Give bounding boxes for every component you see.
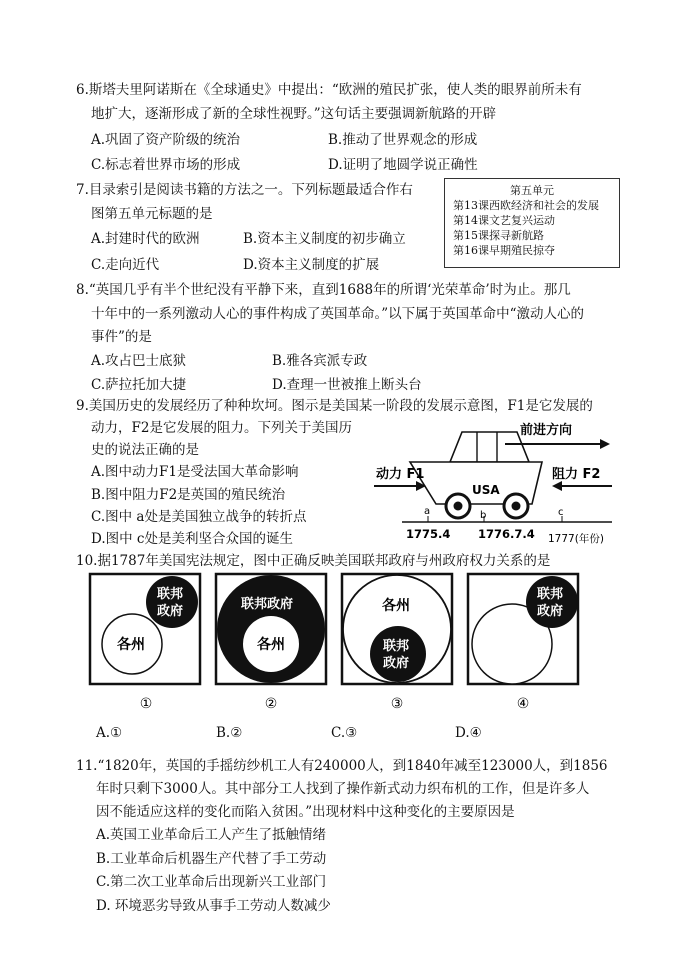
q6-option-a: A.巩固了资产阶级的统治 <box>91 132 241 148</box>
q11-option-c: C.第二次工业革命后出现新兴工业部门 <box>96 874 327 890</box>
diagram-3-federal-label-line2: 政府 <box>383 656 410 671</box>
usa-label: USA <box>472 483 500 497</box>
f2-arrow-icon <box>552 481 562 491</box>
date-label-1775: 1775.4 <box>406 527 451 541</box>
q11-stem-line2: 年时只剩下3000人。其中部分工人找到了操作新式动力织布机的工作，但是许多人 <box>96 781 590 797</box>
q9-stem-line3: 史的说法正确的是 <box>91 442 199 458</box>
q11-option-b: B.工业革命后机器生产代替了手工劳动 <box>96 851 327 867</box>
diagram-4-number: ④ <box>516 696 530 712</box>
q11-option-d: D. 环境恶劣导致从事手工劳动人数减少 <box>96 898 331 914</box>
car-cabin <box>450 432 529 462</box>
q6-stem-line1: 6.斯塔夫里阿诺斯在《全球通史》中提出：“欧洲的殖民扩张，使人类的眼界前所未有 <box>76 82 582 98</box>
diagram-2-number: ② <box>264 696 278 712</box>
q10-option-c: C.③ <box>331 725 358 741</box>
diagram-2-federal-label: 联邦政府 <box>241 597 294 612</box>
point-a-label: a <box>424 506 431 517</box>
q9-stem-line2: 动力，F2是它发展的阻力。下列关于美国历 <box>91 420 352 436</box>
forward-arrow-icon <box>600 439 610 449</box>
federal-state-diagram <box>86 572 586 714</box>
diagram-3-federal-circle <box>370 626 426 682</box>
q6-stem-line2: 地扩大，逐渐形成了新的全球性视野。”这句话主要强调新航路的开辟 <box>91 106 497 122</box>
q8-option-b: B.雅各宾派专政 <box>272 353 368 369</box>
q9-option-a: A.图中动力F1是受法国大革命影响 <box>91 464 299 480</box>
q11-stem-line3: 因不能适应这样的变化而陷入贫困。”出现材料中这种变化的主要原因是 <box>96 804 515 820</box>
q8-stem-line2: 十年中的一系列激动人心的事件构成了英国革命。”以下属于英国革命中“激动人心的 <box>91 306 585 322</box>
diagram-1-states-label: 各州 <box>117 637 145 653</box>
diagram-1-federal-circle <box>146 576 198 628</box>
q6-option-c: C.标志着世界市场的形成 <box>91 157 241 173</box>
diagram-4-federal-label-line2: 政府 <box>537 604 564 619</box>
diagram-4-federal-label-line1: 联邦 <box>537 587 564 602</box>
unit5-item: 第16课早期殖民掠夺 <box>453 244 555 257</box>
diagram-2-states-label: 各州 <box>257 637 285 653</box>
q7-option-d: D.资本主义制度的扩展 <box>243 257 380 273</box>
q9-option-c: C.图中 a处是美国独立战争的转折点 <box>91 509 307 525</box>
diagram-3-federal-label-line1: 联邦 <box>383 639 410 654</box>
q7-option-b: B.资本主义制度的初步确立 <box>243 231 406 247</box>
unit5-item: 第15课探寻新航路 <box>453 229 544 242</box>
q7-option-a: A.封建时代的欧洲 <box>91 231 200 247</box>
diagram-1-number: ① <box>139 696 153 712</box>
f1-label: 动力 F1 <box>376 467 425 482</box>
diagram-1-federal-label-line1: 联邦 <box>157 587 184 602</box>
diagram-4-federal-circle <box>526 576 578 628</box>
q8-stem-line3: 事件”的是 <box>91 329 152 345</box>
q7-option-c: C.走向近代 <box>91 257 160 273</box>
q8-option-c: C.萨拉托加大捷 <box>91 377 187 393</box>
q6-option-b: B.推动了世界观念的形成 <box>328 132 478 148</box>
q9-stem-line1: 9.美国历史的发展经历了种种坎坷。图示是美国某一阶段的发展示意图，F1是它发展的 <box>76 398 593 414</box>
q10-option-a: A.① <box>96 725 123 741</box>
usa-car-diagram <box>372 418 622 546</box>
date-label-1776: 1776.7.4 <box>478 527 535 541</box>
unit5-title: 第五单元 <box>510 184 554 197</box>
q7-stem-line1: 7.目录索引是阅读书籍的方法之一。下列标题最适合作右 <box>76 182 413 198</box>
unit5-item: 第13课西欧经济和社会的发展 <box>453 199 599 212</box>
q10-stem: 10.据1787年美国宪法规定，图中正确反映美国联邦政府与州政府权力关系的是 <box>76 553 551 569</box>
q9-option-d: D.图中 c处是美利坚合众国的诞生 <box>91 531 293 547</box>
q8-option-a: A.攻占巴士底狱 <box>91 353 187 369</box>
q7-stem-line2: 图第五单元标题的是 <box>91 206 213 222</box>
diagram-3-number: ③ <box>390 696 404 712</box>
q11-stem-line1: 11.“1820年，英国的手摇纺纱机工人有240000人，到1840年减至123000人，到1856 <box>76 758 608 774</box>
point-c-label: c <box>558 507 564 518</box>
unit5-item: 第14课文艺复兴运动 <box>453 214 555 227</box>
q10-option-b: B.② <box>216 725 243 741</box>
f2-label: 阻力 F2 <box>552 467 601 482</box>
diagram-1-federal-label-line2: 政府 <box>157 604 184 619</box>
q11-option-a: A.英国工业革命后工人产生了抵触情绪 <box>96 827 327 843</box>
diagram-3-states-label: 各州 <box>382 598 410 614</box>
unit5-contents-box <box>444 178 620 268</box>
q6-option-d: D.证明了地圆学说正确性 <box>328 157 478 173</box>
date-label-1777: 1777(年份) <box>548 533 604 545</box>
q8-option-d: D.查理一世被推上断头台 <box>272 377 422 393</box>
q10-option-d: D.④ <box>455 725 482 741</box>
q8-stem-line1: 8.“英国几乎有半个世纪没有平静下来，直到1688年的所谓‘光荣革命’时为止。那几 <box>76 282 571 298</box>
point-b-label: b <box>480 510 487 521</box>
forward-direction-label: 前进方向 <box>520 423 573 438</box>
q9-option-b: B.图中阻力F2是英国的殖民统治 <box>91 487 286 503</box>
